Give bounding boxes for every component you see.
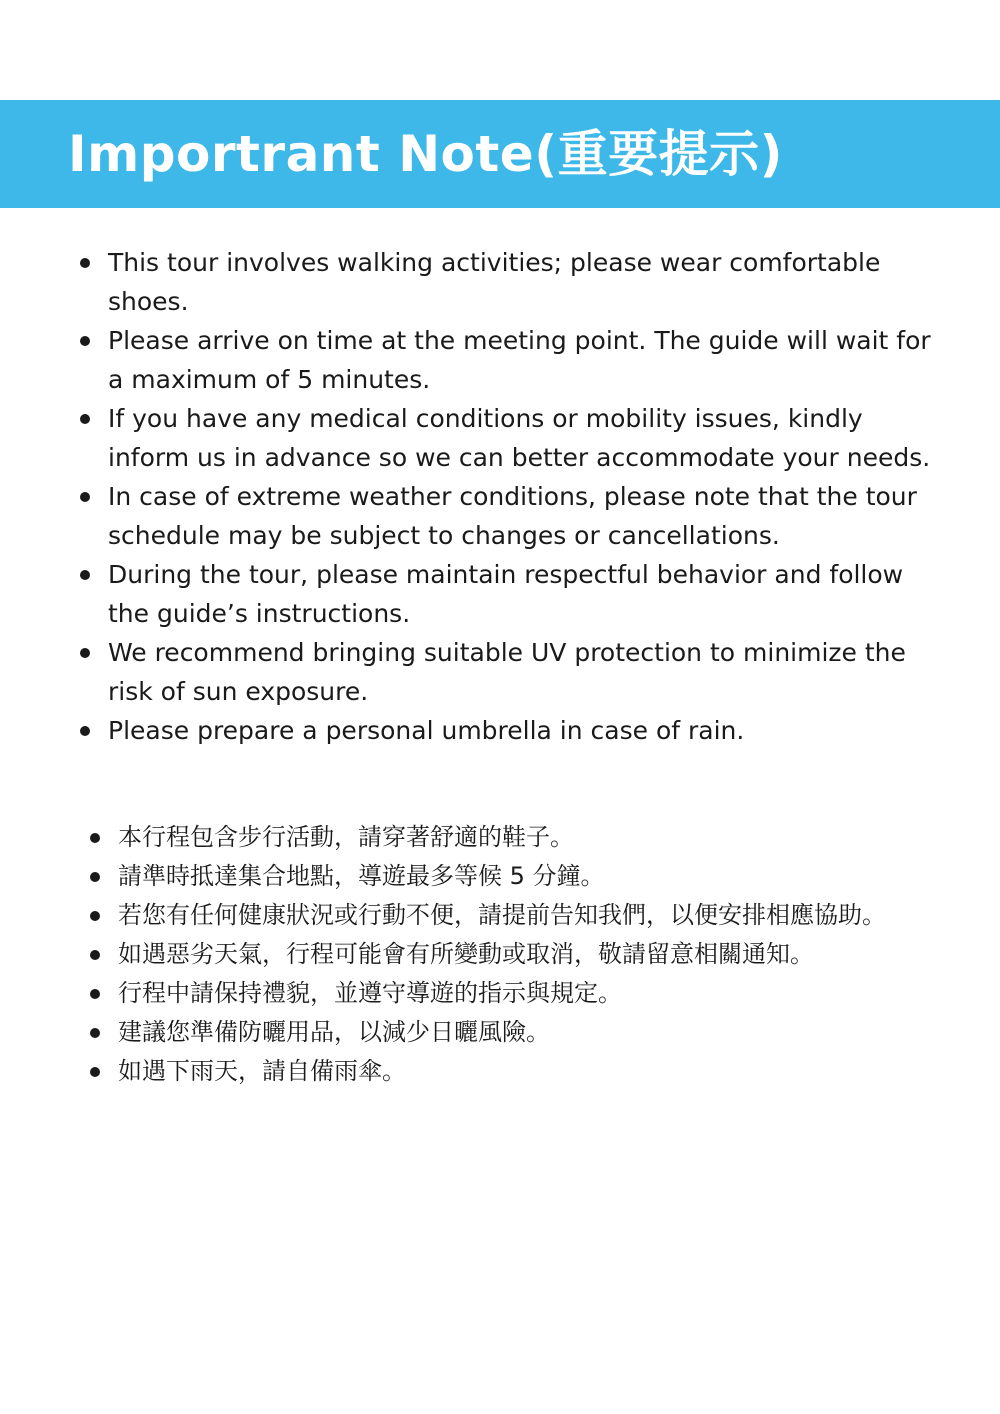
list-item: 若您有任何健康狀況或行動不便，請提前告知我們，以便安排相應協助。 [88,896,968,935]
list-item: In case of extreme weather conditions, please note that the tour schedule may be subject to changes or cancellations. [78,477,948,555]
list-item: 如遇惡劣天氣，行程可能會有所變動或取消，敬請留意相關通知。 [88,935,968,974]
english-notes-list [78,243,948,750]
list-item: 本行程包含步行活動，請穿著舒適的鞋子。 [88,818,968,857]
list-item: If you have any medical conditions or mobility issues, kindly inform us in advance so we can better accommodate your needs. [78,399,948,477]
list-item: During the tour, please maintain respectful behavior and follow the guide’s instructions. [78,555,948,633]
list-item: 請準時抵達集合地點，導遊最多等候 5 分鐘。 [88,857,968,896]
list-item: 行程中請保持禮貌，並遵守導遊的指示與規定。 [88,974,968,1013]
list-item: We recommend bringing suitable UV protection to minimize the risk of sun exposure. [78,633,948,711]
list-item: Please arrive on time at the meeting point. The guide will wait for a maximum of 5 minutes. [78,321,948,399]
header-banner [0,100,1000,208]
list-item: Please prepare a personal umbrella in case of rain. [78,711,948,750]
page-title: Importrant Note(重要提示) [68,125,783,183]
chinese-notes-list [88,818,968,1091]
list-item: 建議您準備防曬用品，以減少日曬風險。 [88,1013,968,1052]
list-item: This tour involves walking activities; please wear comfortable shoes. [78,243,948,321]
list-item: 如遇下雨天，請自備雨傘。 [88,1052,968,1091]
